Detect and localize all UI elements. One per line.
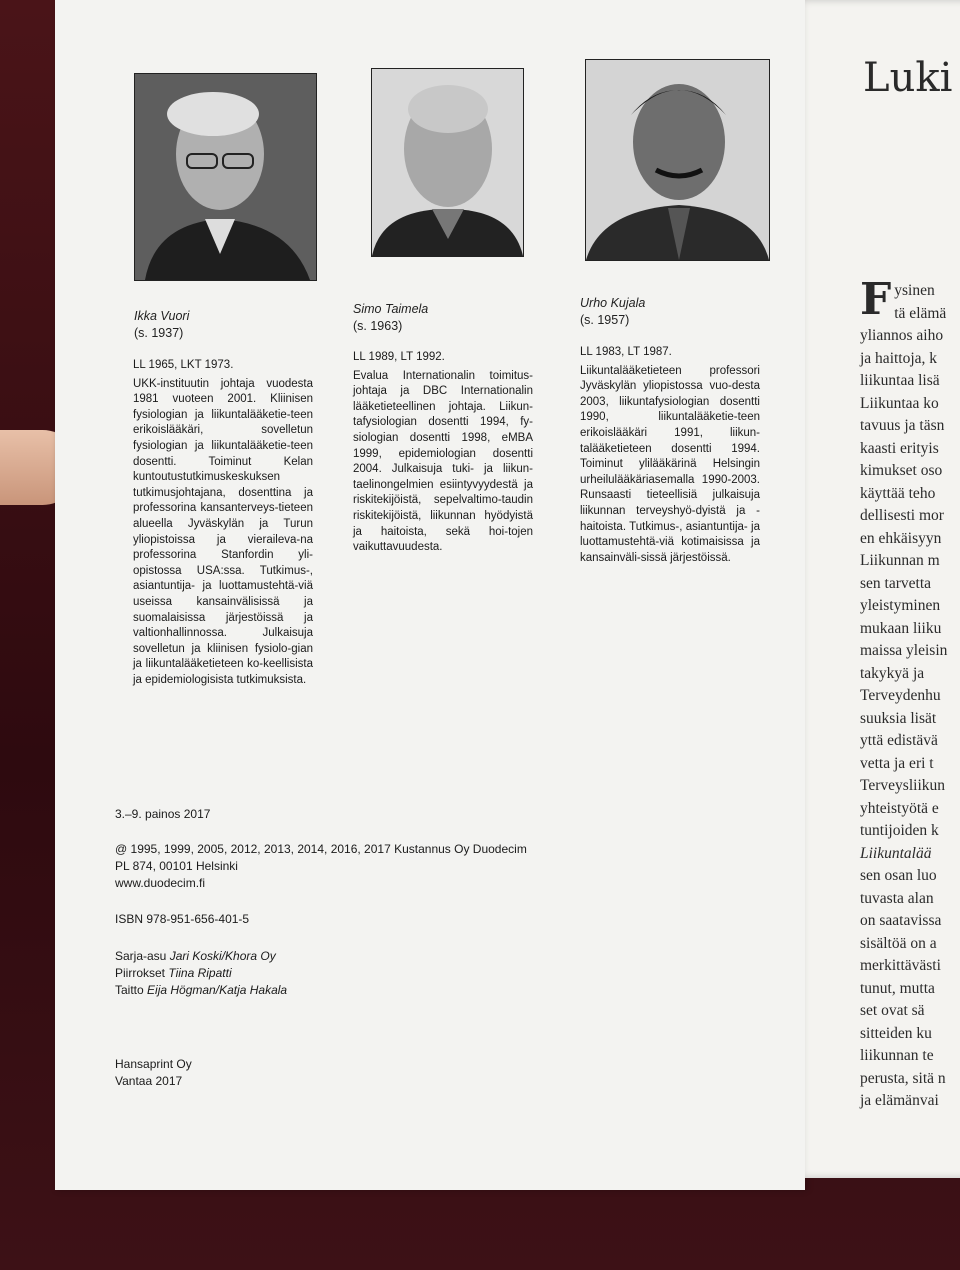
- body-line: suuksia lisät: [860, 709, 937, 727]
- body-line: merkittävästi: [860, 957, 941, 974]
- layout-label: Taitto: [115, 983, 144, 997]
- body-line: takykyä ja: [860, 664, 925, 682]
- publisher-block: [115, 841, 527, 892]
- author-name-vuori: Ikka Vuori (s. 1937): [134, 309, 190, 340]
- body-line: kaasti erityis: [860, 439, 939, 457]
- body-line: set ovat sä: [860, 1002, 925, 1019]
- body-line: ja haittoja, k: [860, 349, 938, 367]
- right-page: [805, 0, 960, 1178]
- body-line: liikuntaa lisä: [860, 372, 940, 389]
- body-line: en ehkäisyyn: [860, 529, 942, 547]
- body-line: Terveysliikun: [860, 777, 946, 794]
- body-line: tä elämä: [894, 304, 947, 322]
- copyright-line: @ 1995, 1999, 2005, 2012, 2013, 2014, 2016, 2017 Kustannus Oy Duodecim: [115, 842, 527, 856]
- printer-name: Hansaprint Oy: [115, 1057, 192, 1071]
- chapter-body: [860, 274, 960, 1113]
- body-line: Liikuntalää: [860, 844, 932, 862]
- left-page: [55, 0, 805, 1190]
- body-line: kimukset oso: [860, 462, 943, 479]
- body-line: yliannos aiho: [860, 327, 944, 344]
- website-link[interactable]: www.duodecim.fi: [115, 876, 206, 890]
- author-photo-vuori: [134, 73, 317, 281]
- body-line: yttä edistävä: [860, 732, 938, 749]
- author-bio-kujala: LL 1983, LT 1987. Liikuntalääketieteen professori Jyväskylän yliopistossa vuo-desta 2003, liikuntafysiologian dosentti 1990, liikuntalääketie-teen erikoislääkäri 1991, liikun-talääketieteen dosentti 1994. Toiminut ylilääkärinä Helsingin urheilulääkäriasemalla 1990-2003. Runsaasti tieteellisiä julkaisuja liikunnan terveyshyö-dyistä ja -haitoista. Tutkimus-, asiantuntija- ja luottamustehtä-viä kotimaisissa ja kansainväli-sissä järjestöissä.: [580, 346, 760, 564]
- author-bio-vuori: LL 1965, LKT 1973. UKK-instituutin johtaja vuodesta 1981 vuoteen 2001. Kliinisen fysiologian ja liikuntalääketie-teen erikoislääkäri, sovelletun fysiologian ja liikuntalääketie-teen dosentti. Toiminut Kelan kuntoutustutkimuskeskuksen tutkimusjohtajana, dosenttina ja professorina kansanterveys-tieteen alueella Jyväskylän ja Turun yliopistoissa ja vieraileva-na professorina Stanfordin yli-opistossa USA:ssa. Tutkimus-, asiantuntija- ja luottamustehtä-viä useissa kansainvälisissä ja suomalaisissa järjestöissä ja valtionhallinnossa. Julkaisuja sovelletun ja kliinisen fysiolo-gian ja liikuntalääketieteen ko-keellisista ja epidemiologisista tutkimuksista.: [133, 359, 313, 686]
- body-line: maissa yleisin: [860, 642, 948, 659]
- body-line: tavuus ja täsn: [860, 417, 945, 434]
- series-name: Jari Koski/Khora Oy: [169, 949, 276, 963]
- isbn-line: ISBN 978-951-656-401-5: [115, 912, 250, 926]
- author-name-kujala: Urho Kujala (s. 1957): [580, 296, 646, 327]
- body-line: sisältöä on a: [860, 934, 937, 952]
- body-line: sitteiden ku: [860, 1024, 932, 1042]
- layout-name: Eija Högman/Katja Hakala: [147, 983, 288, 997]
- body-line: mukaan liiku: [860, 619, 942, 637]
- author-photo-taimela: [371, 68, 524, 257]
- body-line: tuntijoiden k: [860, 822, 939, 839]
- chapter-title: Luki: [863, 55, 953, 101]
- drawings-label: Piirrokset: [115, 966, 166, 980]
- body-line: Liikuntaa ko: [860, 394, 939, 412]
- body-line: tuvasta alan: [860, 889, 934, 907]
- body-line: vetta ja eri t: [860, 754, 934, 772]
- printer-block: [115, 1056, 192, 1090]
- body-line: käyttää teho: [860, 484, 936, 502]
- author-name-taimela: Simo Taimela (s. 1963): [353, 302, 429, 333]
- body-line: sen osan luo: [860, 867, 937, 884]
- body-line: yleistyminen: [860, 597, 941, 614]
- printer-city: Vantaa 2017: [115, 1074, 183, 1088]
- series-label: Sarja-asu: [115, 949, 167, 963]
- author-bio-taimela: LL 1989, LT 1992. Evalua Internationalin toimitus-johtaja ja DBC Internationalin lääketieteellinen johtaja. Liikun-tafysiologian dosentti 1994, fy-siologian dosentti 1998, eMBA 1999, epidemiologian dosentti 2004. Julkaisuja tuki- ja liikun-taelinongelmien esiintyvyydestä ja riskitekijöistä, sepelvaltimo-taudin riskitekijöistä, liikunnan hyödyistä ja haitoista, sekä hoi-tojen vaikuttavuudesta.: [353, 351, 533, 554]
- body-line: ysinen: [894, 282, 935, 299]
- body-line: tunut, mutta: [860, 979, 935, 997]
- body-line: Liikunnan m: [860, 552, 940, 569]
- edition-line: 3.–9. painos 2017: [115, 807, 211, 821]
- credits-block: [115, 948, 287, 999]
- author-photo-kujala: [585, 59, 770, 261]
- body-line: ja elämänvai: [860, 1092, 939, 1109]
- body-line: liikunnan te: [860, 1047, 934, 1064]
- body-line: Terveydenhu: [860, 687, 941, 704]
- body-line: dellisesti mor: [860, 507, 944, 524]
- drop-cap: F: [860, 274, 892, 325]
- body-line: yhteistyötä e: [860, 799, 939, 817]
- body-line: perusta, sitä n: [860, 1069, 946, 1087]
- address-line: PL 874, 00101 Helsinki: [115, 859, 238, 873]
- body-line: on saatavissa: [860, 912, 942, 929]
- body-line: sen tarvetta: [860, 574, 932, 592]
- drawings-name: Tiina Ripatti: [168, 966, 232, 980]
